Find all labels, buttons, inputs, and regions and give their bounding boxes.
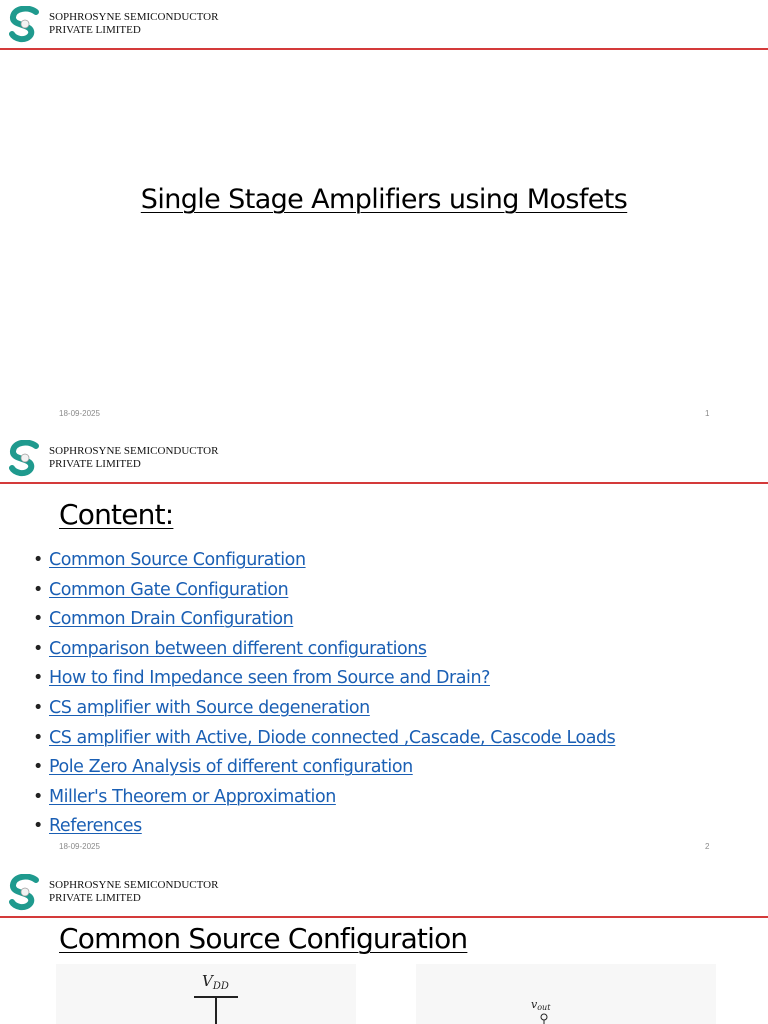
toc-item	[33, 698, 615, 728]
table-of-contents	[33, 550, 615, 846]
toc-item	[33, 728, 615, 758]
toc-item	[33, 580, 615, 610]
bullet-icon: •	[33, 668, 43, 689]
company-name-line-1: SOPHROSYNE SEMICONDUCTOR	[49, 879, 219, 891]
toc-link-impedance[interactable]: How to find Impedance seen from Source and Drain?	[49, 668, 490, 689]
toc-link-common-gate[interactable]: Common Gate Configuration	[49, 579, 289, 600]
toc-item	[33, 609, 615, 639]
header-divider	[0, 482, 768, 484]
company-logo-icon	[8, 6, 44, 44]
header-divider	[0, 48, 768, 50]
slide-header	[0, 0, 768, 50]
footer-date: 18-09-2025	[59, 842, 100, 851]
toc-item	[33, 816, 615, 846]
toc-link-pole-zero[interactable]: Pole Zero Analysis of different configuration	[49, 757, 413, 778]
company-name	[49, 11, 218, 37]
toc-item	[33, 668, 615, 698]
slide-header	[0, 868, 768, 918]
company-name-line-2: PRIVATE LIMITED	[49, 892, 141, 904]
toc-link-comparison[interactable]: Comparison between different configurations	[49, 638, 427, 659]
diagram-panel-right	[416, 964, 716, 1024]
bullet-icon: •	[33, 579, 43, 600]
slide-header	[0, 434, 768, 484]
content-heading: Content:	[59, 498, 174, 531]
bullet-icon: •	[33, 757, 43, 778]
slide-1	[0, 0, 768, 433]
footer-page-number: 1	[705, 409, 710, 418]
footer-date: 18-09-2025	[59, 409, 100, 418]
vout-label: vout	[531, 998, 551, 1012]
toc-link-miller[interactable]: Miller's Theorem or Approximation	[49, 786, 336, 807]
company-name	[49, 879, 218, 905]
toc-item	[33, 639, 615, 669]
bullet-icon: •	[33, 786, 43, 807]
header-divider	[0, 916, 768, 918]
section-title: Common Source Configuration	[59, 922, 468, 955]
bullet-icon: •	[33, 816, 43, 837]
bullet-icon: •	[33, 697, 43, 718]
toc-item	[33, 787, 615, 817]
bullet-icon: •	[33, 727, 43, 748]
toc-link-common-source[interactable]: Common Source Configuration	[49, 550, 306, 570]
slide-title: Single Stage Amplifiers using Mosfets	[140, 184, 628, 215]
common-source-circuit-diagram	[56, 964, 716, 1024]
company-logo-icon	[8, 440, 44, 478]
company-name	[49, 445, 218, 471]
vdd-label: $V_{DD}$	[202, 972, 229, 992]
company-name-line-2: PRIVATE LIMITED	[49, 24, 141, 36]
slide-3	[0, 868, 768, 1024]
toc-link-references[interactable]: References	[49, 816, 142, 837]
toc-link-loads[interactable]: CS amplifier with Active, Diode connected ,Cascade, Cascode Loads	[49, 727, 616, 748]
toc-link-common-drain[interactable]: Common Drain Configuration	[49, 609, 294, 630]
toc-item	[33, 757, 615, 787]
bullet-icon: •	[33, 638, 43, 659]
toc-item	[33, 550, 615, 580]
bullet-icon: •	[33, 550, 43, 570]
bullet-icon: •	[33, 609, 43, 630]
company-name-line-1: SOPHROSYNE SEMICONDUCTOR	[49, 445, 219, 457]
company-logo-icon	[8, 874, 44, 912]
footer-page-number: 2	[705, 842, 710, 851]
company-name-line-2: PRIVATE LIMITED	[49, 458, 141, 470]
slide-2	[0, 434, 768, 867]
toc-link-source-degeneration[interactable]: CS amplifier with Source degeneration	[49, 697, 370, 718]
company-name-line-1: SOPHROSYNE SEMICONDUCTOR	[49, 11, 219, 23]
